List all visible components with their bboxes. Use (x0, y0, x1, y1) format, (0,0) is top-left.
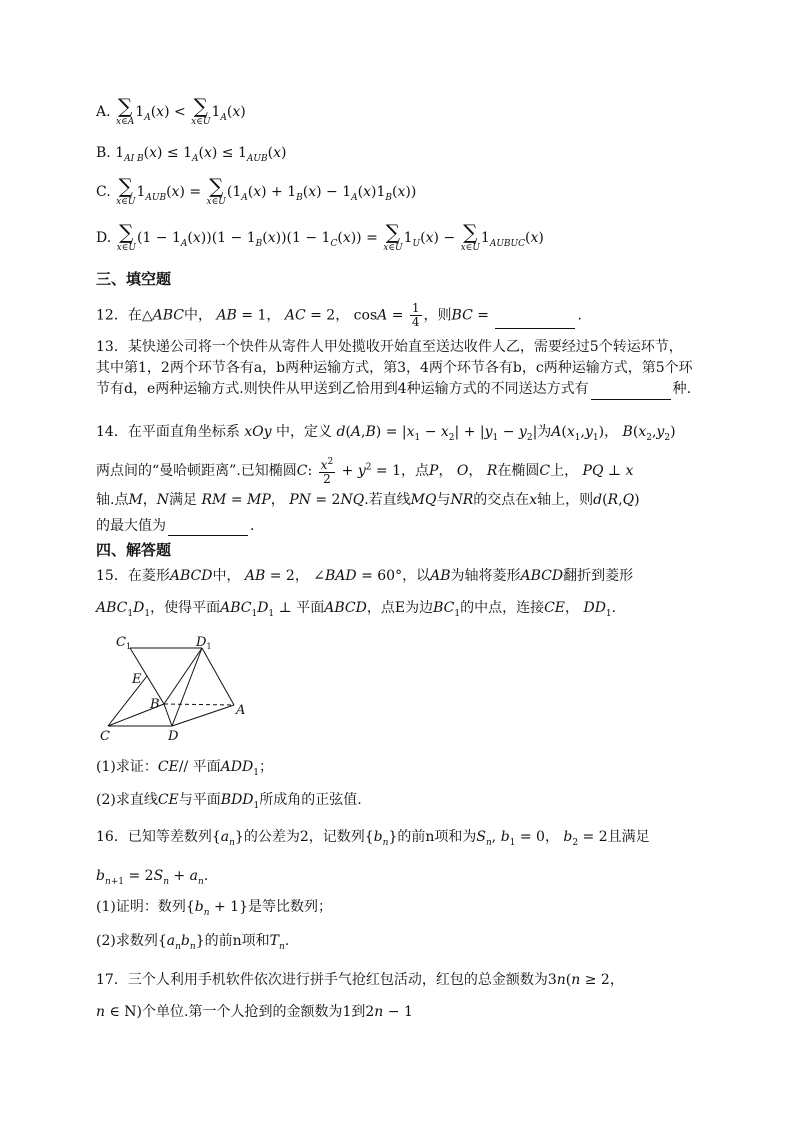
question-13: 13．某快递公司将一个快件从寄件人甲处揽收开始直至送达收件人乙，需要经过5个转运环节，其中第1，2两个环节各有a，b两种运输方式，第3，4两个环节各有b，c两种运输方式，第5个环节有d，e两种运输方式.则快件从甲送到乙恰用到4种运输方式的不同送达方式有 种. (96, 337, 696, 400)
edge-d1-a (202, 648, 234, 705)
question-15-line-2: $ABC_1D_1$，使得平面$ABC_1D_1$ ⊥ 平面ABCD，点E为边$BC_1$的中点，连接CE， $DD_1$. (96, 600, 617, 619)
section-heading-answer: 四、解答题 (96, 541, 172, 559)
option-b: B. $1_{AI B}(x) \le 1_A(x) \le 1_{AUB}(x)$ (96, 145, 287, 164)
option-label: A. (96, 104, 111, 120)
label-a: A (236, 703, 246, 718)
label-d1: $D_1$ (196, 635, 212, 651)
question-16-part-1: (1)证明：数列$\{b_n + 1\}$是等比数列； (96, 899, 332, 918)
option-d: D. ∑ x∈U $(1 - 1_A(x))(1 - 1_B(x))(1 - 1_C(x))$ = ∑ x∈U $1_U(x)$ − ∑ x∈U $1_{AUBUC}(x)$ (96, 220, 544, 253)
label-d: D (168, 729, 179, 744)
question-17-line-1: 17．三个人利用手机软件依次进行拼手气抢红包活动，红包的总金额数为3n(n ≥ 2， (96, 972, 624, 988)
edge-b-a-hidden (164, 704, 234, 705)
question-14-line-4: 的最大值为 . (96, 518, 255, 534)
question-15-line-1: 15．在菱形ABCD中， AB = 2， ∠BAD = 60°，以AB为轴将菱形ABCD翻折到菱形 (96, 568, 634, 584)
option-label: D. (96, 230, 112, 246)
edge-b-d (164, 704, 172, 726)
option-a: A. ∑ x∈A $1_A(x)$ < ∑ x∈U $1_A(x)$ (96, 94, 246, 127)
answer-blank (168, 519, 248, 536)
question-14-line-1: 14．在平面直角坐标系 xOy 中，定义 $d(A,B) = |x_1 - x_2| + |y_1 - y_2|$为$A(x_1,y_1)$， $B(x_2,y_2)$ (96, 424, 676, 443)
label-c: C (100, 729, 110, 744)
answer-blank (495, 312, 575, 329)
edge-d1-d (172, 648, 202, 726)
option-c: C. ∑ x∈U $1_{AUB}(x)$ = ∑ x∈U $(1_A(x) + 1_B(x) - 1_A(x)1_B(x))$ (96, 174, 417, 207)
rhombus-fold-figure (96, 632, 256, 744)
label-c1: $C_1$ (116, 635, 132, 651)
question-12: 12．在△ABC中， AB = 1， AC = 2， cosA = $\frac{1}{4}$ ，则BC = . (96, 301, 582, 329)
label-b: B (150, 697, 160, 712)
question-16-line-1: 16．已知等差数列$\{a_n\}$的公差为2，记数列$\{b_n\}$的前n项和为$S_n$, $b_1 = 0$， $b_2 = 2$且满足 (96, 829, 650, 848)
answer-blank (591, 383, 671, 400)
question-15-part-2: (2)求直线CE与平面$BDD_1$所成角的正弦值. (96, 792, 362, 811)
question-16-line-2: $b_{n+1} = 2S_n + a_n$. (96, 868, 209, 887)
option-label: C. (96, 184, 111, 200)
edge-d-a (172, 705, 234, 726)
question-14-line-2: 两点间的“曼哈顿距离”.已知椭圆C: $\frac{x^2}{2}$ + $y^2 = 1$，点P， O， R在椭圆C上， PQ ⊥ x (96, 457, 634, 486)
question-15-part-1: (1)求证：CE// 平面$ADD_1$； (96, 759, 273, 778)
section-heading-fill-blank: 三、填空题 (96, 270, 172, 288)
label-e: E (132, 672, 142, 687)
question-14-line-3: 轴.点M，N满足 RM = MP， PN = 2NQ.若直线MQ与NR的交点在x轴上，则d(R,Q) (96, 492, 640, 508)
option-label: B. (96, 145, 111, 161)
question-16-part-2: (2)求数列$\{a_nb_n\}$的前n项和$T_n$. (96, 933, 290, 952)
question-17-line-2: n ∈ N)个单位.第一个人抢到的金额数为1到2n − 1 (96, 1004, 413, 1020)
edge-d1-b (164, 648, 202, 704)
